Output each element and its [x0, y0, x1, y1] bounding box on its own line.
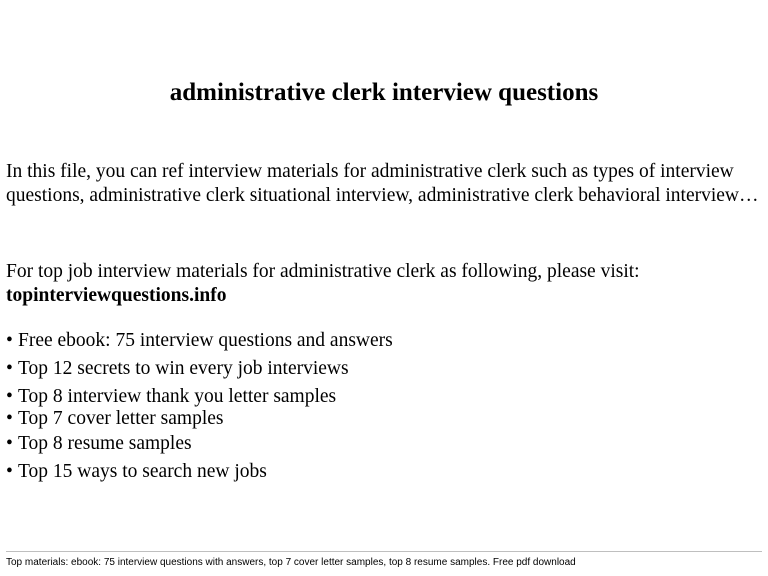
resource-list — [6, 329, 762, 484]
visit-paragraph — [6, 260, 762, 308]
list-item — [6, 357, 762, 381]
list-item-text: Top 8 resume samples — [18, 433, 192, 454]
list-item — [6, 409, 762, 428]
bullet-icon: • — [6, 433, 13, 454]
list-item — [6, 460, 762, 484]
bullet-icon: • — [6, 461, 13, 482]
list-item — [6, 329, 762, 353]
list-item — [6, 432, 762, 456]
list-item-text: Free ebook: 75 interview questions and answers — [18, 330, 393, 351]
list-item-text: Top 7 cover letter samples — [18, 408, 224, 429]
list-item-text: Top 8 interview thank you letter samples — [18, 386, 337, 407]
bullet-icon: • — [6, 386, 13, 407]
list-item — [6, 385, 762, 409]
bullet-icon: • — [6, 408, 13, 429]
footer-text: Top materials: ebook: 75 interview questions with answers, top 7 cover letter samples, top 8 resume samples. Free pdf download — [6, 557, 576, 568]
intro-paragraph: In this file, you can ref interview materials for administrative clerk such as types of interview questions, administrative clerk situational interview, administrative clerk behavioral interview… — [6, 161, 759, 206]
website-link[interactable]: topinterviewquestions.info — [6, 285, 227, 306]
bullet-icon: • — [6, 358, 13, 379]
visit-text: For top job interview materials for administrative clerk as following, please visit: — [6, 261, 640, 282]
slide-title: administrative clerk interview questions — [169, 79, 599, 106]
footer-divider — [6, 551, 762, 552]
bullet-icon: • — [6, 330, 13, 351]
list-item-text: Top 12 secrets to win every job interviews — [18, 358, 349, 379]
list-item-text: Top 15 ways to search new jobs — [18, 461, 267, 482]
